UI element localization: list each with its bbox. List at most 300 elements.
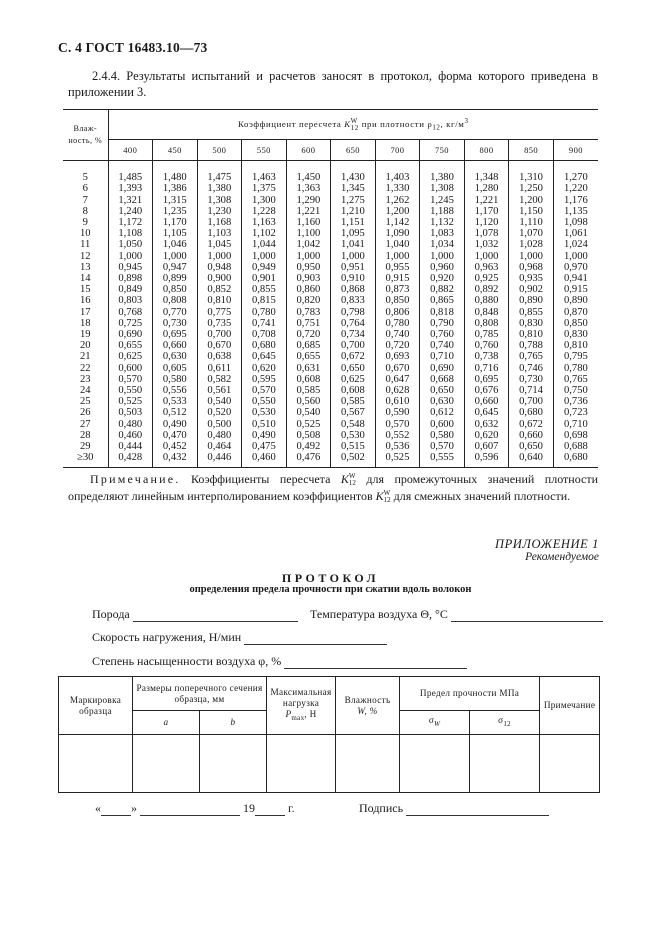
coefficient-cell: 0,680	[242, 340, 287, 351]
coefficient-cell: 0,900	[197, 273, 242, 284]
coefficient-cell: 0,764	[331, 318, 376, 329]
date-month-blank[interactable]	[140, 803, 240, 816]
coefficient-cell: 0,460	[242, 452, 287, 468]
coefficient-cell: 0,720	[375, 340, 420, 351]
coefficient-cell: 0,865	[420, 295, 465, 306]
coefficient-cell: 0,901	[242, 273, 287, 284]
spacer-cell	[464, 161, 509, 173]
coefficient-cell: 0,620	[242, 363, 287, 374]
coefficient-cell: 1,393	[108, 183, 153, 194]
density-header-cell: 550	[242, 140, 287, 161]
coefficient-cell: 0,850	[375, 295, 420, 306]
coefficient-cell: 1,000	[553, 251, 598, 262]
coefficient-cell: 1,040	[375, 239, 420, 250]
coefficient-cell: 0,925	[464, 273, 509, 284]
coefficient-cell: 1,172	[108, 217, 153, 228]
coefficient-cell: 1,430	[331, 172, 376, 183]
coefficient-cell: 0,806	[375, 307, 420, 318]
coefficient-cell: 0,503	[108, 407, 153, 418]
coefficient-cell: 1,275	[331, 195, 376, 206]
coefficient-cell: 1,280	[464, 183, 509, 194]
moisture-cell: 10	[79, 228, 91, 240]
density-header-cell: 400	[108, 140, 153, 161]
coefficient-cell: 0,645	[242, 351, 287, 362]
coefficient-cell: 1,330	[375, 183, 420, 194]
coefficient-cell: 1,000	[108, 251, 153, 262]
coefficient-cell: 1,132	[420, 217, 465, 228]
coefficient-cell: 0,672	[509, 419, 554, 430]
coefficient-cell: 0,550	[108, 385, 153, 396]
coefficient-cell: 0,770	[153, 307, 198, 318]
coefficient-cell: 0,725	[108, 318, 153, 329]
species-blank[interactable]	[133, 609, 298, 622]
coefficient-cell: 1,151	[331, 217, 376, 228]
coefficient-cell: 0,670	[197, 340, 242, 351]
coefficient-cell: 0,690	[108, 329, 153, 340]
coefficient-cell: 0,750	[553, 385, 598, 396]
coefficient-cell: 0,680	[553, 452, 598, 468]
sizes-header: Размеры поперечного сечения образца, мм	[133, 677, 267, 711]
cell-b[interactable]	[200, 735, 267, 793]
coefficient-cell: 0,567	[331, 407, 376, 418]
coefficient-cell: 1,168	[197, 217, 242, 228]
species-field: Порода	[92, 607, 298, 622]
table-row	[63, 295, 598, 306]
coefficient-cell: 1,375	[242, 183, 287, 194]
coefficient-cell: 0,530	[242, 407, 287, 418]
coefficient-cell: 0,655	[108, 340, 153, 351]
coefficient-cell: 1,290	[286, 195, 331, 206]
coefficient-cell: 0,780	[553, 363, 598, 374]
coefficient-cell: 1,163	[242, 217, 287, 228]
coefficient-cell: 0,890	[509, 295, 554, 306]
coefficient-cell: 0,902	[509, 284, 554, 295]
coefficient-cell: 0,530	[331, 430, 376, 441]
coefficient-cell: 0,540	[197, 396, 242, 407]
coefficient-cell: 0,561	[197, 385, 242, 396]
coefficient-cell: 0,460	[108, 430, 153, 441]
coefficient-cell: 0,570	[420, 441, 465, 452]
coefficient-cell: 1,200	[375, 206, 420, 217]
coefficient-cell: 1,070	[509, 228, 554, 239]
coefficient-cell: 0,970	[553, 262, 598, 273]
sigma-w-header: $\sigma_W$	[400, 711, 470, 735]
coefficient-cell: 0,585	[286, 385, 331, 396]
coefficient-cell: 1,480	[153, 172, 198, 183]
density-header-cell: 450	[153, 140, 198, 161]
table-note: Примечание. Коэффициенты пересчета K W 12 для промежуточных значений плотности определяют линейным интерполированием коэффициентов K W 12 для смежных значений плотности.	[68, 472, 598, 505]
table-row	[63, 351, 598, 362]
coefficient-cell: 1,310	[509, 172, 554, 183]
coefficient-cell: 1,160	[286, 217, 331, 228]
coefficient-cell: 0,795	[553, 351, 598, 362]
coefficient-cell: 1,321	[108, 195, 153, 206]
moisture-cell: 8	[82, 205, 88, 217]
cell-marking[interactable]	[59, 735, 133, 793]
moisture-cell: 20	[79, 340, 91, 352]
spacer-cell	[63, 161, 108, 173]
coefficient-cell: 1,380	[197, 183, 242, 194]
coefficient-cell: 1,363	[286, 183, 331, 194]
coefficient-cell: 0,810	[197, 295, 242, 306]
coefficient-cell: 0,780	[375, 318, 420, 329]
coefficient-cell: 0,740	[375, 329, 420, 340]
coefficient-cell: 0,695	[153, 329, 198, 340]
coefficient-cell: 0,693	[375, 351, 420, 362]
date-line: « » 19 г.	[95, 801, 295, 815]
table-row	[63, 340, 598, 351]
paragraph-results: 2.4.4. Результаты испытаний и расчетов заносят в протокол, форма которого приведена в приложении 3.	[68, 69, 598, 99]
coefficient-cell: 0,670	[375, 363, 420, 374]
coefficient-cell: 0,685	[286, 340, 331, 351]
spacer-cell	[331, 161, 376, 173]
moisture-cell: ≥30	[63, 452, 108, 468]
coefficient-cell: 0,898	[108, 273, 153, 284]
coefficient-cell: 0,736	[553, 396, 598, 407]
coefficient-cell: 0,785	[464, 329, 509, 340]
coefficient-cell: 1,150	[509, 206, 554, 217]
coefficient-cell: 1,078	[464, 228, 509, 239]
coefficient-cell: 1,000	[197, 251, 242, 262]
coefficient-cell: 0,723	[553, 407, 598, 418]
coefficient-cell: 0,850	[153, 284, 198, 295]
coefficient-cell: 0,660	[153, 340, 198, 351]
coefficient-cell: 0,611	[197, 363, 242, 374]
moisture-cell: 28	[79, 429, 91, 441]
coefficient-cell: 0,700	[197, 329, 242, 340]
coefficient-cell: 0,525	[108, 396, 153, 407]
coefficient-cell: 0,808	[153, 295, 198, 306]
date-year-blank[interactable]	[255, 803, 285, 816]
cell-a[interactable]	[133, 735, 200, 793]
coefficient-cell: 0,915	[553, 284, 598, 295]
coefficient-cell: 0,949	[242, 262, 287, 273]
spacer-cell	[509, 161, 554, 173]
coefficient-cell: 0,580	[153, 374, 198, 385]
moisture-cell: 21	[79, 351, 91, 363]
coefficient-cell: 1,120	[464, 217, 509, 228]
appendix-title: ПРИЛОЖЕНИЕ 1	[494, 537, 599, 551]
moisture-cell: 17	[79, 306, 91, 318]
coefficient-cell: 0,892	[464, 284, 509, 295]
coefficient-cell: 0,625	[331, 374, 376, 385]
table-row	[63, 329, 598, 340]
signature-blank[interactable]	[406, 803, 549, 816]
conversion-coefficient-table	[63, 109, 598, 468]
coefficient-cell: 0,688	[553, 441, 598, 452]
coefficient-cell: 0,676	[464, 385, 509, 396]
remark-header: Примечание	[540, 677, 600, 735]
coefficient-cell: 0,552	[375, 430, 420, 441]
coefficient-cell: 1,188	[420, 206, 465, 217]
spacer-cell	[286, 161, 331, 173]
table-row	[63, 195, 598, 206]
coefficient-cell: 0,647	[375, 374, 420, 385]
coefficient-cell: 0,556	[153, 385, 198, 396]
coefficient-cell: 0,935	[509, 273, 554, 284]
table-row	[63, 183, 598, 194]
coefficient-cell: 0,608	[331, 385, 376, 396]
coefficient-cell: 0,492	[286, 441, 331, 452]
cell-sigma-w[interactable]	[400, 735, 470, 793]
coefficient-cell: 0,631	[286, 363, 331, 374]
saturation-field: Степень насыщенности воздуха φ, %	[92, 654, 467, 669]
moisture-cell: 27	[79, 418, 91, 430]
coefficient-cell: 1,102	[242, 228, 287, 239]
coefficient-cell: 0,476	[286, 452, 331, 468]
coefficient-cell: 0,525	[375, 452, 420, 468]
coefficient-cell: 0,620	[464, 430, 509, 441]
coefficient-cell: 0,638	[197, 351, 242, 362]
date-day-blank[interactable]	[101, 803, 131, 816]
table-row	[63, 441, 598, 452]
coefficient-cell: 1,046	[153, 239, 198, 250]
coefficient-cell: 1,105	[153, 228, 198, 239]
table-row	[63, 374, 598, 385]
coefficient-cell: 0,582	[197, 374, 242, 385]
moisture-cell: 22	[79, 362, 91, 374]
coefficient-cell: 0,585	[331, 396, 376, 407]
coefficient-cell: 1,250	[509, 183, 554, 194]
coefficient-cell: 0,680	[509, 407, 554, 418]
table-row	[63, 385, 598, 396]
marking-header: Маркировка образца	[59, 677, 133, 735]
coefficient-cell: 0,480	[197, 430, 242, 441]
density-header-cell: 650	[331, 140, 376, 161]
coefficient-cell: 1,000	[242, 251, 287, 262]
moisture-cell: 16	[79, 295, 91, 307]
spacer-cell	[553, 161, 598, 173]
coefficient-cell: 0,612	[420, 407, 465, 418]
coefficient-cell: 0,490	[242, 430, 287, 441]
coefficient-cell: 1,230	[197, 206, 242, 217]
moisture-cell: 11	[80, 239, 91, 251]
cell-sigma-12[interactable]	[470, 735, 540, 793]
protocol-table	[58, 676, 600, 793]
coefficient-cell: 1,170	[464, 206, 509, 217]
table-row	[63, 419, 598, 430]
coefficient-cell: 1,061	[553, 228, 598, 239]
coefficient-cell: 0,765	[509, 351, 554, 362]
table-row	[63, 239, 598, 250]
coefficient-cell: 0,915	[375, 273, 420, 284]
speed-blank[interactable]	[244, 632, 387, 645]
coefficient-cell: 0,734	[331, 329, 376, 340]
coefficient-cell: 0,783	[286, 307, 331, 318]
table-row	[63, 407, 598, 418]
moisture-column-header: Влаж- ность, %	[63, 110, 108, 161]
coefficient-cell: 0,833	[331, 295, 376, 306]
coefficient-cell: 1,308	[197, 195, 242, 206]
moisture-cell: 5	[82, 172, 88, 184]
moisture-cell: 6	[82, 183, 88, 195]
coefficient-cell: 0,580	[420, 430, 465, 441]
coefficient-cell: 0,751	[286, 318, 331, 329]
size-b-header: b	[200, 711, 267, 735]
moisture-cell: 15	[79, 284, 91, 296]
coefficient-cell: 0,630	[153, 351, 198, 362]
coefficient-cell: 0,650	[509, 441, 554, 452]
coefficient-cell: 0,700	[509, 396, 554, 407]
protocol-empty-row	[59, 735, 600, 793]
coefficient-cell: 0,605	[153, 363, 198, 374]
coefficient-cell: 0,710	[420, 351, 465, 362]
coefficient-cell: 1,000	[464, 251, 509, 262]
spacer-row	[63, 161, 598, 173]
coefficient-cell: 0,452	[153, 441, 198, 452]
coefficient-cell: 1,220	[553, 183, 598, 194]
coefficient-cell: 0,672	[331, 351, 376, 362]
coefficient-cell: 1,110	[509, 217, 554, 228]
coefficient-cell: 0,555	[420, 452, 465, 468]
coefficient-cell: 0,515	[331, 441, 376, 452]
strength-header: Предел прочности МПа	[400, 677, 540, 711]
density-header-cell: 800	[464, 140, 509, 161]
density-header-row	[63, 140, 598, 161]
coefficient-cell: 0,632	[464, 419, 509, 430]
coefficient-cell: 0,590	[375, 407, 420, 418]
coefficient-cell: 0,464	[197, 441, 242, 452]
coefficient-cell: 1,103	[197, 228, 242, 239]
coefficient-cell: 0,660	[464, 396, 509, 407]
coefficient-cell: 0,765	[553, 374, 598, 385]
coefficient-cell: 0,738	[464, 351, 509, 362]
cell-remark[interactable]	[540, 735, 600, 793]
coefficient-cell: 1,450	[286, 172, 331, 183]
coefficient-cell: 0,710	[553, 419, 598, 430]
coefficient-cell: 1,098	[553, 217, 598, 228]
table-row	[63, 273, 598, 284]
coefficient-cell: 1,135	[553, 206, 598, 217]
coefficient-cell: 0,830	[553, 329, 598, 340]
coefficient-group-header: Коэффициент пересчета K W 12 при плотности $\rho_{12}$, $кг/м^3$	[108, 110, 598, 140]
moisture-cell: 26	[79, 407, 91, 419]
table-row	[63, 363, 598, 374]
coefficient-cell: 1,386	[153, 183, 198, 194]
coefficient-cell: 0,815	[242, 295, 287, 306]
coefficient-cell: 0,610	[375, 396, 420, 407]
coefficient-cell: 0,730	[153, 318, 198, 329]
moisture-cell: 23	[79, 373, 91, 385]
table-row	[63, 430, 598, 441]
coefficient-cell: 0,540	[286, 407, 331, 418]
coefficient-cell: 1,475	[197, 172, 242, 183]
coefficient-cell: 0,955	[375, 262, 420, 273]
table-row	[63, 251, 598, 262]
coefficient-cell: 1,050	[108, 239, 153, 250]
moisture-header: Влажность W, %	[336, 677, 400, 735]
coefficient-cell: 1,100	[286, 228, 331, 239]
coefficient-cell: 0,740	[420, 340, 465, 351]
sigma-12-header: $\sigma_{12}$	[470, 711, 540, 735]
coefficient-cell: 0,920	[420, 273, 465, 284]
coefficient-cell: 1,000	[375, 251, 420, 262]
moisture-cell: 24	[79, 385, 91, 397]
coefficient-cell: 0,880	[464, 295, 509, 306]
coefficient-cell: 1,044	[242, 239, 287, 250]
coefficient-cell: 0,818	[420, 307, 465, 318]
coefficient-cell: 0,500	[197, 419, 242, 430]
coefficient-cell: 0,480	[108, 419, 153, 430]
coefficient-cell: 0,650	[420, 385, 465, 396]
coefficient-cell: 1,262	[375, 195, 420, 206]
coefficient-cell: 1,083	[420, 228, 465, 239]
coefficient-cell: 0,730	[509, 374, 554, 385]
coefficient-cell: 0,903	[286, 273, 331, 284]
density-header-cell: 500	[197, 140, 242, 161]
coefficient-cell: 0,849	[108, 284, 153, 295]
coefficient-cell: 1,000	[153, 251, 198, 262]
coefficient-cell: 0,963	[464, 262, 509, 273]
coefficient-cell: 0,560	[286, 396, 331, 407]
coefficient-cell: 0,810	[553, 340, 598, 351]
coefficient-cell: 0,600	[108, 363, 153, 374]
coefficient-cell: 0,550	[242, 396, 287, 407]
coefficient-cell: 0,951	[331, 262, 376, 273]
appendix-subtitle: Рекомендуемое	[525, 551, 599, 563]
coefficient-cell: 0,625	[108, 351, 153, 362]
coefficient-cell: 0,595	[242, 374, 287, 385]
coefficient-cell: 0,808	[464, 318, 509, 329]
coefficient-cell: 0,502	[331, 452, 376, 468]
coefficient-cell: 1,270	[553, 172, 598, 183]
coefficient-cell: 1,308	[420, 183, 465, 194]
coefficient-cell: 1,403	[375, 172, 420, 183]
coefficient-cell: 1,315	[153, 195, 198, 206]
coefficient-cell: 0,645	[464, 407, 509, 418]
cell-moisture[interactable]	[336, 735, 400, 793]
coefficient-cell: 1,300	[242, 195, 287, 206]
coefficient-cell: 0,525	[286, 419, 331, 430]
coefficient-cell: 1,142	[375, 217, 420, 228]
table-row	[63, 206, 598, 217]
table-row	[63, 284, 598, 295]
coefficient-cell: 0,890	[553, 295, 598, 306]
coefficient-cell: 1,221	[286, 206, 331, 217]
coefficient-cell: 0,720	[286, 329, 331, 340]
spacer-cell	[242, 161, 287, 173]
coefficient-cell: 1,228	[242, 206, 287, 217]
table-row	[63, 452, 598, 468]
spacer-cell	[153, 161, 198, 173]
coefficient-cell: 0,870	[553, 307, 598, 318]
coefficient-cell: 0,668	[420, 374, 465, 385]
coefficient-cell: 0,882	[420, 284, 465, 295]
density-header-cell: 700	[375, 140, 420, 161]
coefficient-cell: 0,960	[420, 262, 465, 273]
cell-max-load[interactable]	[267, 735, 336, 793]
coefficient-cell: 1,000	[331, 251, 376, 262]
coefficient-cell: 0,520	[197, 407, 242, 418]
saturation-blank[interactable]	[284, 656, 467, 669]
coefficient-cell: 0,950	[286, 262, 331, 273]
table-row	[63, 307, 598, 318]
coefficient-cell: 0,698	[553, 430, 598, 441]
temperature-blank[interactable]	[451, 609, 603, 622]
density-header-cell: 900	[553, 140, 598, 161]
density-header-cell: 750	[420, 140, 465, 161]
coefficient-cell: 1,095	[331, 228, 376, 239]
coefficient-cell: 0,548	[331, 419, 376, 430]
coefficient-cell: 1,245	[420, 195, 465, 206]
coefficient-cell: 0,760	[420, 329, 465, 340]
coefficient-cell: 1,240	[108, 206, 153, 217]
table-row	[63, 396, 598, 407]
coefficient-cell: 0,475	[242, 441, 287, 452]
max-load-header: Максимальная нагрузка $P_{max}$, Н	[267, 677, 336, 735]
moisture-cell: 7	[82, 194, 88, 206]
protocol-title: ПРОТОКОЛ	[281, 571, 380, 585]
